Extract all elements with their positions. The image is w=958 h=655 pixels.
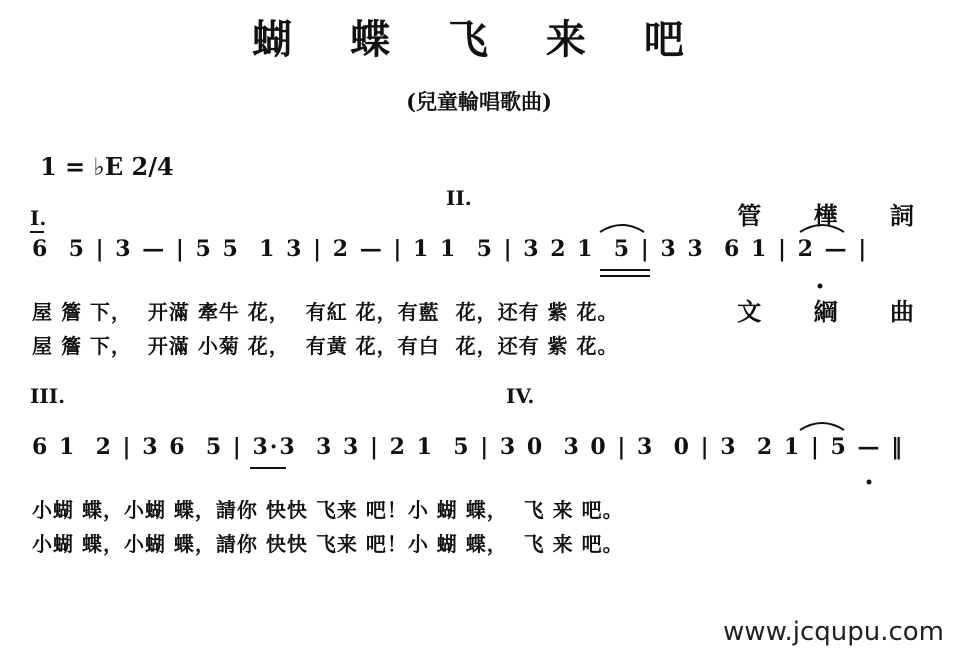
lyrics-line-2-verse-2: 小蝴 蝶，小蝴 蝶，請你 快快 飞来 吧！小 蝴 蝶， 飞 来 吧。 <box>32 532 624 556</box>
site-watermark: www.jcqupu.com <box>723 617 944 647</box>
section-mark-1: I. <box>30 206 47 230</box>
section-mark-4: IV. <box>506 384 535 408</box>
notation-line-1: 6 5 | 3 — | 5 5 1 3 | 2 — | 1 1 5 | 3 2 1 5 | 3 3 6 1 | 2 — | <box>32 236 869 262</box>
slur-3 <box>800 423 844 430</box>
low-octave-dot-2 <box>867 480 872 485</box>
composer-credit: 文 綱 曲 <box>737 297 936 326</box>
section-mark-3: III. <box>30 384 66 408</box>
slur-2 <box>800 225 844 232</box>
key-signature: 1 = ♭E 2/4 <box>40 152 174 181</box>
slur-1 <box>600 225 644 232</box>
notation-line-2: 6 1 2 | 3 6 5 | 3·3 3 3 | 2 1 5 | 3 0 3 0 | 3 0 | 3 2 1 | 5 — ‖ <box>32 434 905 460</box>
song-subtitle: (兒童輪唱歌曲) <box>406 89 552 114</box>
song-title: 蝴 蝶 飞 来 吧 <box>252 16 706 63</box>
lyrics-line-2-verse-1: 小蝴 蝶，小蝴 蝶，請你 快快 飞来 吧！小 蝴 蝶， 飞 来 吧。 <box>32 498 624 522</box>
lyricist-credit: 管 樺 詞 <box>737 201 936 230</box>
lyrics-line-1-verse-1: 屋 簷 下， 开滿 牽牛 花， 有紅 花，有藍 花，还有 紫 花。 <box>32 300 619 324</box>
section-mark-2: II. <box>446 186 472 210</box>
low-octave-dot-1 <box>818 284 823 289</box>
lyrics-line-1-verse-2: 屋 簷 下， 开滿 小菊 花， 有黃 花，有白 花，还有 紫 花。 <box>32 334 619 358</box>
